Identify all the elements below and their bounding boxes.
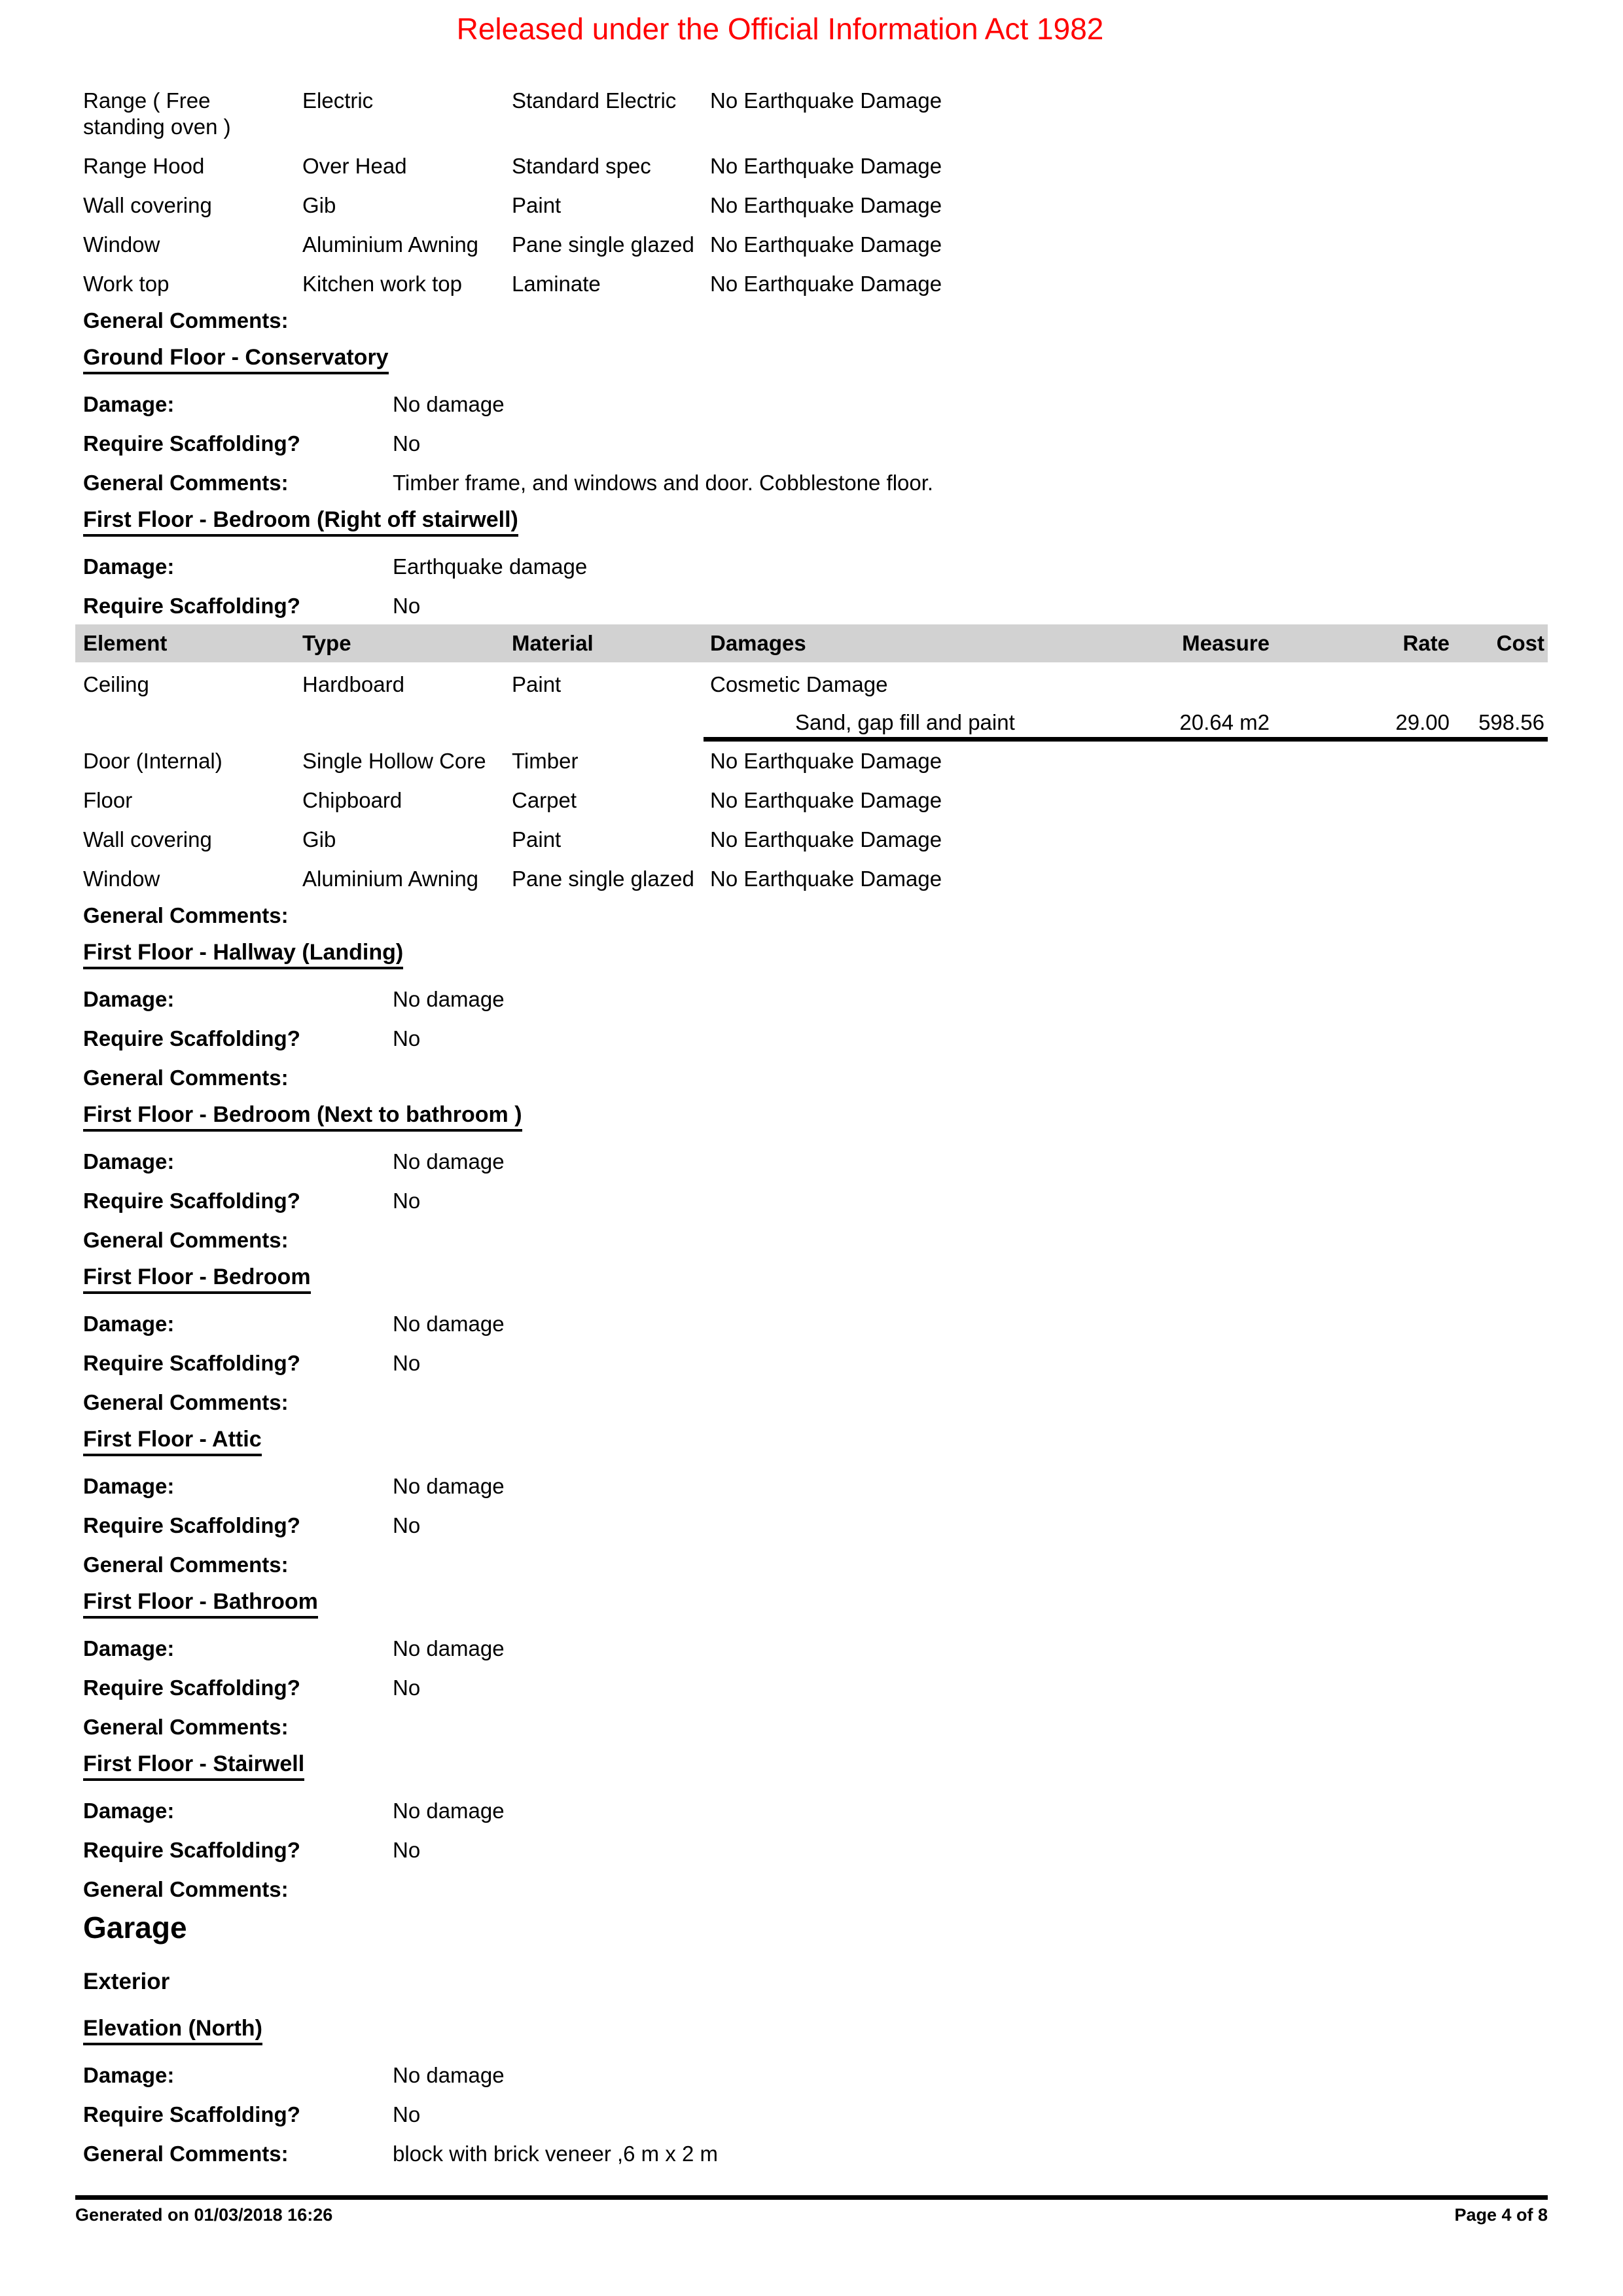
- report-content: [83, 88, 1548, 2180]
- row-label: General Comments:: [83, 471, 289, 495]
- column-header-measure: Measure: [1182, 631, 1270, 655]
- section-heading: First Floor - Bedroom (Right off stairwell): [83, 507, 518, 537]
- section-heading-row: [83, 1264, 1548, 1294]
- row-value: No damage: [393, 2063, 505, 2087]
- element-cell: Range Hood: [83, 154, 205, 178]
- column-header-element: Element: [83, 631, 168, 655]
- row-label: General Comments:: [83, 1877, 289, 1901]
- repair-cost-row: [83, 709, 1548, 736]
- element-cell: Wall covering: [83, 827, 212, 852]
- damages-cell: No Earthquake Damage: [710, 193, 942, 217]
- section-heading: First Floor - Stairwell: [83, 1751, 304, 1781]
- material-cell: Carpet: [512, 788, 577, 812]
- material-cell: Pane single glazed: [512, 232, 694, 257]
- row-value: No damage: [393, 1636, 505, 1660]
- damage-row: [83, 1798, 1548, 1824]
- row-value: Earthquake damage: [393, 554, 588, 579]
- row-value: No: [393, 1351, 421, 1375]
- element-row: [83, 672, 1548, 698]
- type-cell: Kitchen work top: [302, 272, 462, 296]
- type-cell: Over Head: [302, 154, 407, 178]
- column-header-rate: Rate: [1402, 631, 1450, 655]
- damages-cell: Cosmetic Damage: [710, 672, 888, 696]
- damages-cell: No Earthquake Damage: [710, 272, 942, 296]
- row-label: Require Scaffolding?: [83, 1351, 300, 1375]
- general-comments-row: [83, 470, 1548, 496]
- general-comments-row: [83, 1065, 1548, 1091]
- section-heading: Ground Floor - Conservatory: [83, 344, 389, 374]
- general-comments-row: [83, 1714, 1548, 1740]
- general-comments-row: [83, 308, 1548, 334]
- page-footer: [75, 2204, 1548, 2225]
- damage-row: [83, 554, 1548, 580]
- damages-cell: No Earthquake Damage: [710, 232, 942, 257]
- damages-cell: No Earthquake Damage: [710, 749, 942, 773]
- row-label: Require Scaffolding?: [83, 594, 300, 618]
- page-number: Page 4 of 8: [1454, 2205, 1548, 2225]
- row-value: No damage: [393, 392, 505, 416]
- section-heading-row: [83, 2015, 1548, 2045]
- row-value: No damage: [393, 1312, 505, 1336]
- section-heading-row: [83, 1588, 1548, 1619]
- row-label: Damage:: [83, 1312, 175, 1336]
- row-label: General Comments:: [83, 903, 289, 927]
- type-cell: Aluminium Awning: [302, 232, 479, 257]
- material-cell: Timber: [512, 749, 579, 773]
- require-scaffolding-row: [83, 1513, 1548, 1539]
- table-header: [75, 624, 1548, 662]
- section-heading-row: [83, 1751, 1548, 1781]
- footer-divider: [75, 2195, 1548, 2200]
- damage-row: [83, 1473, 1548, 1499]
- type-cell: Chipboard: [302, 788, 402, 812]
- row-label: Damage:: [83, 1799, 175, 1823]
- general-comments-row: [83, 1390, 1548, 1416]
- row-label: Require Scaffolding?: [83, 1513, 300, 1537]
- type-cell: Gib: [302, 827, 336, 852]
- section-heading: First Floor - Attic: [83, 1426, 262, 1456]
- section-heading: First Floor - Hallway (Landing): [83, 939, 403, 969]
- require-scaffolding-row: [83, 1350, 1548, 1376]
- damages-cell: No Earthquake Damage: [710, 154, 942, 178]
- row-label: General Comments:: [83, 308, 289, 332]
- type-cell: Gib: [302, 193, 336, 217]
- row-label: Require Scaffolding?: [83, 2102, 300, 2126]
- require-scaffolding-row: [83, 593, 1548, 619]
- section-heading-row: [83, 939, 1548, 969]
- damages-cell: No Earthquake Damage: [710, 827, 942, 852]
- column-header-damages: Damages: [710, 631, 806, 655]
- section-heading: First Floor - Bedroom: [83, 1264, 311, 1294]
- element-row: [83, 827, 1548, 853]
- measure-value: 20.64 m2: [1179, 710, 1270, 734]
- type-cell: Electric: [302, 88, 374, 113]
- row-label: Require Scaffolding?: [83, 431, 300, 456]
- element-row: [83, 866, 1548, 892]
- require-scaffolding-row: [83, 2102, 1548, 2128]
- damage-row: [83, 1149, 1548, 1175]
- require-scaffolding-row: [83, 1026, 1548, 1052]
- row-label: Damage:: [83, 987, 175, 1011]
- material-cell: Paint: [512, 672, 562, 696]
- row-value: No: [393, 431, 421, 456]
- released-notice: Released under the Official Information Act 1982: [456, 12, 1104, 46]
- row-value: No damage: [393, 1474, 505, 1498]
- exterior-heading: Exterior: [83, 1969, 170, 1994]
- element-cell: Work top: [83, 272, 169, 296]
- generated-timestamp: Generated on 01/03/2018 16:26: [75, 2205, 333, 2225]
- row-label: Require Scaffolding?: [83, 1838, 300, 1862]
- row-label: Damage:: [83, 554, 175, 579]
- type-cell: Aluminium Awning: [302, 867, 479, 891]
- damage-row: [83, 2062, 1548, 2089]
- require-scaffolding-row: [83, 1188, 1548, 1214]
- cost-underline: [704, 737, 1548, 742]
- row-value: No damage: [393, 1799, 505, 1823]
- element-row: [83, 88, 1548, 140]
- type-cell: Hardboard: [302, 672, 404, 696]
- row-value: No: [393, 1513, 421, 1537]
- element-cell: Window: [83, 232, 160, 257]
- cost-value: 598.56: [1478, 710, 1544, 734]
- column-header-cost: Cost: [1496, 631, 1544, 655]
- row-value: No damage: [393, 1149, 505, 1174]
- rate-value: 29.00: [1395, 710, 1450, 734]
- column-header-type: Type: [302, 631, 351, 655]
- row-value: No: [393, 1026, 421, 1050]
- material-cell: Laminate: [512, 272, 601, 296]
- general-comments-row: [83, 1227, 1548, 1253]
- element-row: [83, 192, 1548, 219]
- row-label: Damage:: [83, 1149, 175, 1174]
- general-comments-row: [83, 903, 1548, 929]
- garage-heading: Garage: [83, 1910, 187, 1945]
- material-cell: Standard Electric: [512, 88, 677, 113]
- damage-row: [83, 1311, 1548, 1337]
- row-label: General Comments:: [83, 1390, 289, 1414]
- require-scaffolding-row: [83, 1675, 1548, 1701]
- element-cell: Window: [83, 867, 160, 891]
- damages-cell: No Earthquake Damage: [710, 88, 942, 113]
- row-value: No damage: [393, 987, 505, 1011]
- element-row: [83, 748, 1548, 774]
- material-cell: Paint: [512, 193, 562, 217]
- element-cell: Ceiling: [83, 672, 149, 696]
- material-cell: Standard spec: [512, 154, 651, 178]
- row-label: General Comments:: [83, 1228, 289, 1252]
- damage-row: [83, 986, 1548, 1013]
- row-value: No: [393, 1676, 421, 1700]
- section-heading-row: [83, 1102, 1548, 1132]
- element-row: [83, 787, 1548, 814]
- section-heading-row: [83, 344, 1548, 374]
- row-label: Damage:: [83, 392, 175, 416]
- row-label: General Comments:: [83, 2142, 289, 2166]
- row-value: Timber frame, and windows and door. Cobblestone floor.: [393, 471, 934, 495]
- repair-action: Sand, gap fill and paint: [795, 710, 1015, 734]
- row-label: Damage:: [83, 1474, 175, 1498]
- damages-cell: No Earthquake Damage: [710, 788, 942, 812]
- element-cell: Door (Internal): [83, 749, 223, 773]
- section-heading: Elevation (North): [83, 2015, 262, 2045]
- element-row: [83, 153, 1548, 179]
- row-value: No: [393, 1838, 421, 1862]
- row-label: Damage:: [83, 2063, 175, 2087]
- general-comments-row: [83, 1876, 1548, 1903]
- material-cell: Paint: [512, 827, 562, 852]
- row-value: No: [393, 594, 421, 618]
- element-cell: Range ( Free standing oven ): [83, 88, 231, 139]
- require-scaffolding-row: [83, 431, 1548, 457]
- column-header-material: Material: [512, 631, 594, 655]
- row-value: No: [393, 1189, 421, 1213]
- section-heading-row: [83, 1426, 1548, 1456]
- row-value: No: [393, 2102, 421, 2126]
- row-label: Require Scaffolding?: [83, 1026, 300, 1050]
- element-row: [83, 271, 1548, 297]
- row-label: General Comments:: [83, 1066, 289, 1090]
- row-label: Require Scaffolding?: [83, 1676, 300, 1700]
- row-value: block with brick veneer ,6 m x 2 m: [393, 2142, 718, 2166]
- element-cell: Wall covering: [83, 193, 212, 217]
- section-heading: First Floor - Bedroom (Next to bathroom ): [83, 1102, 522, 1132]
- row-label: Damage:: [83, 1636, 175, 1660]
- row-label: Require Scaffolding?: [83, 1189, 300, 1213]
- section-heading-row: [83, 507, 1548, 537]
- material-cell: Pane single glazed: [512, 867, 694, 891]
- type-cell: Single Hollow Core: [302, 749, 486, 773]
- section-heading: First Floor - Bathroom: [83, 1588, 318, 1619]
- element-row: [83, 232, 1548, 258]
- element-cell: Floor: [83, 788, 133, 812]
- damage-row: [83, 1636, 1548, 1662]
- row-label: General Comments:: [83, 1552, 289, 1577]
- general-comments-row: [83, 2141, 1548, 2167]
- row-label: General Comments:: [83, 1715, 289, 1739]
- general-comments-row: [83, 1552, 1548, 1578]
- damage-row: [83, 391, 1548, 418]
- require-scaffolding-row: [83, 1837, 1548, 1863]
- damages-cell: No Earthquake Damage: [710, 867, 942, 891]
